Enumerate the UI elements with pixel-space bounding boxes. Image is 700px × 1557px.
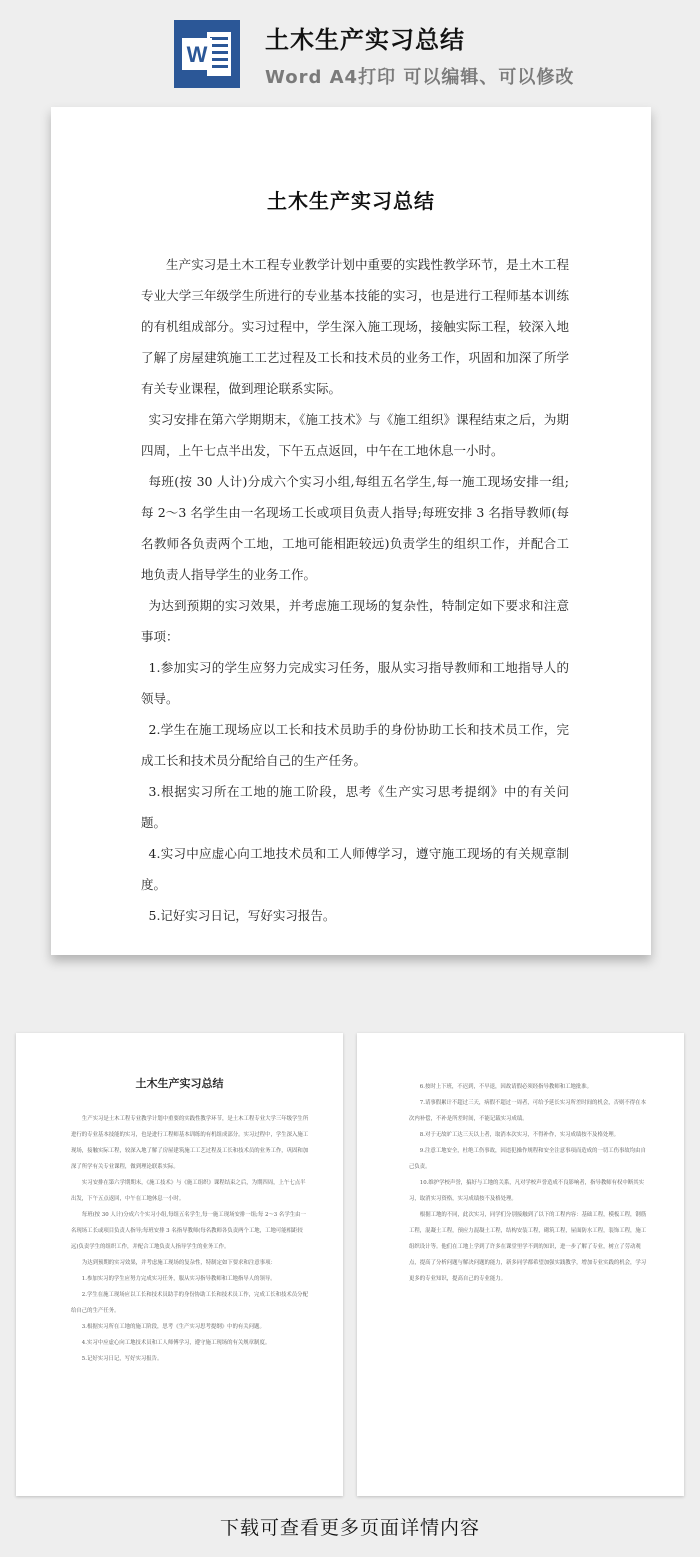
paragraph: 每班(按 30 人计)分成六个实习小组,每组五名学生,每一施工现场安排一组;每 2～3 名学生由一名现场工长或项目负责人指导;每班安排 3 名指导教师(每名教师各负责两个工地，工地可能相距较远)负责学生的组织工作，并配合工地负责人指导学生的业务工作。 (141, 474, 569, 582)
word-document-icon (174, 20, 240, 88)
thumbnail-body (409, 1079, 647, 1287)
thumbnail-page-2[interactable] (357, 1033, 684, 1496)
thumbnail-paragraph: 7.请事假累计不超过三天，病假不超过一周者，可给予延长实习所差时间的机会，否则不得在本次内补偿，不补是所差时间，不能记载实习成绩。 (409, 1100, 646, 1122)
list-item: 3.根据实习所在工地的施工阶段，思考《生产实习思考提纲》中的有关问题。 (141, 784, 569, 830)
thumbnail-paragraph: 5.记好实习日记，写好实习报告。 (81, 1356, 163, 1362)
thumbnail-paragraph: 1.参加实习的学生应努力完成实习任务，服从实习指导教师和工地指导人的领导。 (81, 1276, 276, 1282)
thumbnail-paragraph: 9.注意工地安全，杜绝工伤事故，因违犯操作规程和安全注意事项而造成的一切工伤事故均由自己负责。 (409, 1148, 646, 1170)
list-item: 1.参加实习的学生应努力完成实习任务，服从实习指导教师和工地指导人的领导。 (141, 660, 569, 706)
thumbnail-body (71, 1111, 309, 1367)
paragraph: 实习安排在第六学期期末，《施工技术》与《施工组织》课程结束之后，为期四周，上午七点半出发，下午五点返回，中午在工地休息一小时。 (141, 412, 569, 458)
document-page (51, 107, 651, 955)
header-title: 土木生产实习总结 (265, 26, 465, 54)
thumbnail-paragraph: 4.实习中应虚心向工地技术员和工人师傅学习，遵守施工现场的有关规章制度。 (81, 1340, 271, 1346)
thumbnail-paragraph: 实习安排在第六学期期末，《施工技术》与《施工组织》课程结束之后，为期四周，上午七点半出发，下午五点返回，中午在工地休息一小时。 (71, 1180, 306, 1202)
header-subtitle: Word A4打印 可以编辑、可以修改 (265, 67, 575, 88)
paragraph: 为达到预期的实习效果，并考虑施工现场的复杂性，特制定如下要求和注意事项： (141, 598, 569, 644)
thumbnail-title: 土木生产实习总结 (135, 1077, 224, 1090)
thumbnail-paragraph: 10.维护学校声誉，搞好与工地的关系，凡对学校声誉造成不良影响者，指导教师有权中断其实习，取消实习资格，实习成绩按不及格处理。 (409, 1180, 644, 1202)
list-item: 2.学生在施工现场应以工长和技术员助手的身份协助工长和技术员工作，完成工长和技术员分配给自己的生产任务。 (141, 722, 569, 768)
thumbnail-paragraph: 每班(按 30 人计)分成六个实习小组,每组五名学生,每一施工现场安排一组;每 2～3 名学生由一名现场工长或项目负责人指导;每班安排 3 名指导教师(每名教师各负责两个工地，工地可能相距较远)负责学生的组织工作，并配合工地负责人指导学生的业务工作。 (71, 1212, 306, 1250)
paragraph: 生产实习是土木工程专业教学计划中重要的实践性教学环节，是土木工程专业大学三年级学生所进行的专业基本技能的实习，也是进行工程师基本训练的有机组成部分。实习过程中，学生深入施工现场，接触实际工程，较深入地了解了房屋建筑施工工艺过程及工长和技术员的业务工作，巩固和加深了所学有关专业课程，做到理论联系实际。 (141, 257, 569, 396)
thumbnail-paragraph: 2.学生在施工现场应以工长和技术员助手的身份协助工长和技术员工作，完成工长和技术员分配给自己的生产任务。 (71, 1292, 308, 1314)
thumbnail-paragraph: 生产实习是土木工程专业教学计划中重要的实践性教学环节，是土木工程专业大学三年级学生所进行的专业基本技能的实习，也是进行工程师基本训练的有机组成部分。实习过程中，学生深入施工现场，接触实际工程，较深入地了解了房屋建筑施工工艺过程及工长和技术员的业务工作，巩固和加深了所学有关专业课程，做到理论联系实际。 (71, 1116, 309, 1170)
list-item: 5.记好实习日记，写好实习报告。 (148, 908, 336, 923)
document-title: 土木生产实习总结 (267, 189, 435, 213)
list-item: 4.实习中应虚心向工地技术员和工人师傅学习，遵守施工现场的有关规章制度。 (141, 846, 569, 892)
download-more-text[interactable]: 下载可查看更多页面详情内容 (219, 1517, 480, 1539)
thumbnail-paragraph: 为达到预期的实习效果，并考虑施工现场的复杂性，特制定如下要求和注意事项： (81, 1260, 276, 1266)
thumbnail-paragraph: 3.根据实习所在工地的施工阶段，思考《生产实习思考提纲》中的有关问题。 (81, 1324, 265, 1330)
svg-text:W: W (186, 42, 208, 67)
thumbnail-paragraph: 根据工地的不同，此次实习，同学们分别接触到了以下的工程内容：基础工程，模板工程，钢筋工程，混凝土工程，预应力混凝土工程，结构安装工程，砌筑工程，屋面防水工程，装饰工程，施工组织设计等。他们在工地上学到了许多在课堂里学不到的知识，进一步了解了专业，树立了劳动观点，提高了分析问题与解决问题的能力，新多同学都希望加强实践教学，增加专业实践的机会，学习更多的专业知识，提高自己的专业能力。 (409, 1212, 647, 1282)
thumbnail-paragraph: 8.对于无故旷工达三天以上者，取消本次实习，不得补作，实习成绩按不及格处理。 (419, 1132, 620, 1138)
thumbnail-paragraph: 6.按时上下班，不迟到，不早退，因故请假必须经指导教师和工地批准。 (419, 1084, 593, 1090)
thumbnail-page-1[interactable] (16, 1033, 343, 1496)
document-body (141, 249, 569, 931)
